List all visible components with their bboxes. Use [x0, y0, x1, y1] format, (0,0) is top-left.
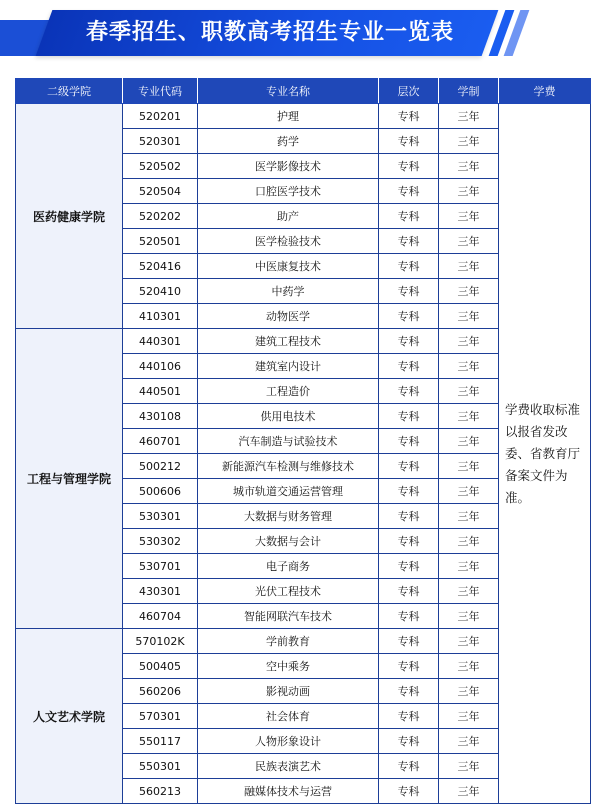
major-name-cell: 助产 — [198, 204, 379, 229]
major-code-cell: 520416 — [123, 254, 198, 279]
duration-cell: 三年 — [439, 729, 499, 754]
level-cell: 专科 — [379, 404, 439, 429]
major-code-cell: 570102K — [123, 629, 198, 654]
level-cell: 专科 — [379, 279, 439, 304]
duration-cell: 三年 — [439, 129, 499, 154]
college-name-cell: 工程与管理学院 — [16, 329, 123, 629]
duration-cell: 三年 — [439, 304, 499, 329]
table-body — [16, 104, 591, 804]
level-cell: 专科 — [379, 729, 439, 754]
major-name-cell: 医学影像技术 — [198, 154, 379, 179]
major-name-cell: 中医康复技术 — [198, 254, 379, 279]
table-row — [16, 104, 591, 129]
column-header-duration: 学制 — [439, 79, 499, 104]
duration-cell: 三年 — [439, 279, 499, 304]
major-name-cell: 供用电技术 — [198, 404, 379, 429]
duration-cell: 三年 — [439, 154, 499, 179]
level-cell: 专科 — [379, 454, 439, 479]
major-name-cell: 工程造价 — [198, 379, 379, 404]
duration-cell: 三年 — [439, 254, 499, 279]
major-code-cell: 520410 — [123, 279, 198, 304]
duration-cell: 三年 — [439, 179, 499, 204]
major-name-cell: 人物形象设计 — [198, 729, 379, 754]
major-name-cell: 药学 — [198, 129, 379, 154]
level-cell: 专科 — [379, 329, 439, 354]
level-cell: 专科 — [379, 379, 439, 404]
level-cell: 专科 — [379, 579, 439, 604]
major-name-cell: 光伏工程技术 — [198, 579, 379, 604]
duration-cell: 三年 — [439, 704, 499, 729]
duration-cell: 三年 — [439, 229, 499, 254]
major-code-cell: 500212 — [123, 454, 198, 479]
page-title: 春季招生、职教高考招生专业一览表 — [85, 20, 454, 45]
major-name-cell: 民族表演艺术 — [198, 754, 379, 779]
duration-cell: 三年 — [439, 379, 499, 404]
level-cell: 专科 — [379, 604, 439, 629]
major-name-cell: 动物医学 — [198, 304, 379, 329]
level-cell: 专科 — [379, 754, 439, 779]
major-name-cell: 新能源汽车检测与维修技术 — [198, 454, 379, 479]
major-name-cell: 空中乘务 — [198, 654, 379, 679]
level-cell: 专科 — [379, 679, 439, 704]
college-name-cell: 人文艺术学院 — [16, 629, 123, 804]
major-name-cell: 电子商务 — [198, 554, 379, 579]
duration-cell: 三年 — [439, 579, 499, 604]
major-code-cell: 410301 — [123, 304, 198, 329]
level-cell: 专科 — [379, 229, 439, 254]
level-cell: 专科 — [379, 354, 439, 379]
table-header-row — [16, 79, 591, 104]
level-cell: 专科 — [379, 554, 439, 579]
level-cell: 专科 — [379, 504, 439, 529]
major-name-cell: 大数据与财务管理 — [198, 504, 379, 529]
tuition-note-cell: 学费收取标准以报省发改委、省教育厅备案文件为准。 — [499, 104, 591, 804]
level-cell: 专科 — [379, 429, 439, 454]
major-code-cell: 550301 — [123, 754, 198, 779]
major-code-cell: 520202 — [123, 204, 198, 229]
college-name-cell: 医药健康学院 — [16, 104, 123, 329]
major-code-cell: 530701 — [123, 554, 198, 579]
level-cell: 专科 — [379, 779, 439, 804]
major-name-cell: 学前教育 — [198, 629, 379, 654]
column-header-major-name: 专业名称 — [198, 79, 379, 104]
major-code-cell: 520504 — [123, 179, 198, 204]
majors-table — [15, 78, 591, 804]
major-name-cell: 影视动画 — [198, 679, 379, 704]
major-code-cell: 440301 — [123, 329, 198, 354]
major-code-cell: 440106 — [123, 354, 198, 379]
major-code-cell: 530302 — [123, 529, 198, 554]
level-cell: 专科 — [379, 254, 439, 279]
column-header-tuition: 学费 — [499, 79, 591, 104]
duration-cell: 三年 — [439, 629, 499, 654]
major-name-cell: 建筑工程技术 — [198, 329, 379, 354]
duration-cell: 三年 — [439, 779, 499, 804]
duration-cell: 三年 — [439, 754, 499, 779]
major-name-cell: 汽车制造与试验技术 — [198, 429, 379, 454]
duration-cell: 三年 — [439, 479, 499, 504]
major-code-cell: 440501 — [123, 379, 198, 404]
major-code-cell: 570301 — [123, 704, 198, 729]
duration-cell: 三年 — [439, 329, 499, 354]
major-code-cell: 520502 — [123, 154, 198, 179]
duration-cell: 三年 — [439, 454, 499, 479]
duration-cell: 三年 — [439, 679, 499, 704]
column-header-college: 二级学院 — [16, 79, 123, 104]
level-cell: 专科 — [379, 154, 439, 179]
major-name-cell: 医学检验技术 — [198, 229, 379, 254]
title-banner — [0, 0, 606, 62]
level-cell: 专科 — [379, 529, 439, 554]
column-header-code: 专业代码 — [123, 79, 198, 104]
duration-cell: 三年 — [439, 554, 499, 579]
level-cell: 专科 — [379, 104, 439, 129]
major-name-cell: 建筑室内设计 — [198, 354, 379, 379]
major-name-cell: 大数据与会计 — [198, 529, 379, 554]
major-code-cell: 520301 — [123, 129, 198, 154]
level-cell: 专科 — [379, 304, 439, 329]
duration-cell: 三年 — [439, 529, 499, 554]
level-cell: 专科 — [379, 629, 439, 654]
major-code-cell: 460701 — [123, 429, 198, 454]
level-cell: 专科 — [379, 704, 439, 729]
major-code-cell: 430108 — [123, 404, 198, 429]
major-name-cell: 护理 — [198, 104, 379, 129]
major-code-cell: 520201 — [123, 104, 198, 129]
level-cell: 专科 — [379, 129, 439, 154]
duration-cell: 三年 — [439, 104, 499, 129]
major-code-cell: 460704 — [123, 604, 198, 629]
major-name-cell: 口腔医学技术 — [198, 179, 379, 204]
level-cell: 专科 — [379, 654, 439, 679]
duration-cell: 三年 — [439, 504, 499, 529]
major-code-cell: 520501 — [123, 229, 198, 254]
duration-cell: 三年 — [439, 354, 499, 379]
level-cell: 专科 — [379, 204, 439, 229]
level-cell: 专科 — [379, 179, 439, 204]
column-header-level: 层次 — [379, 79, 439, 104]
major-code-cell: 430301 — [123, 579, 198, 604]
major-name-cell: 社会体育 — [198, 704, 379, 729]
major-code-cell: 560213 — [123, 779, 198, 804]
major-code-cell: 500405 — [123, 654, 198, 679]
major-code-cell: 500606 — [123, 479, 198, 504]
major-name-cell: 融媒体技术与运营 — [198, 779, 379, 804]
duration-cell: 三年 — [439, 654, 499, 679]
major-name-cell: 智能网联汽车技术 — [198, 604, 379, 629]
duration-cell: 三年 — [439, 604, 499, 629]
major-code-cell: 530301 — [123, 504, 198, 529]
duration-cell: 三年 — [439, 429, 499, 454]
major-name-cell: 中药学 — [198, 279, 379, 304]
major-code-cell: 550117 — [123, 729, 198, 754]
duration-cell: 三年 — [439, 204, 499, 229]
major-name-cell: 城市轨道交通运营管理 — [198, 479, 379, 504]
level-cell: 专科 — [379, 479, 439, 504]
duration-cell: 三年 — [439, 404, 499, 429]
major-code-cell: 560206 — [123, 679, 198, 704]
